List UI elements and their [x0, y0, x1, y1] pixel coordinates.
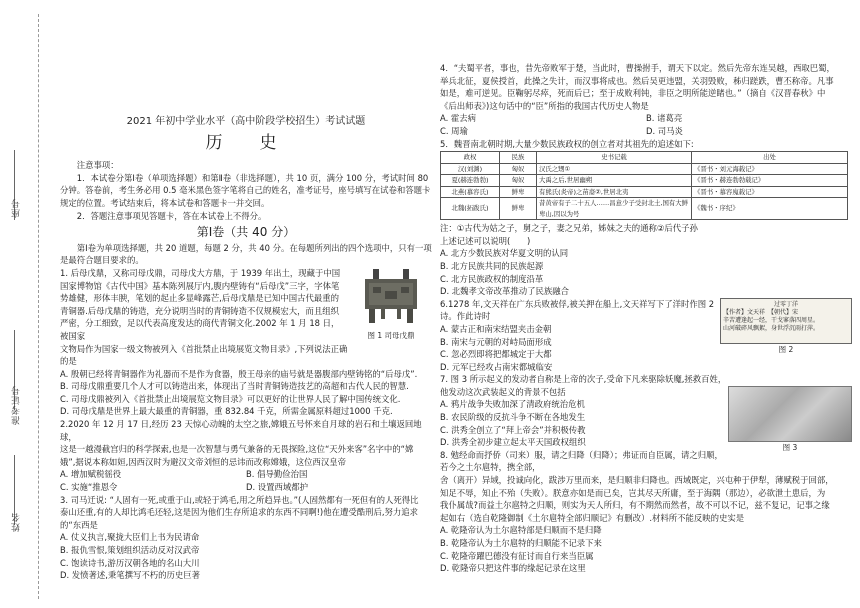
- exam-title: 2021 年初中学业水平（高中阶段学校招生）考试试题: [126, 116, 366, 127]
- q7-line: 7. 图 3 所示起义的发动者自称是上帝的次子,受命下凡来驱除妖魔,拯救百姓，: [440, 374, 727, 385]
- q1-line: 1. 后母戊鼎，又称司母戊鼎，司母戊大方鼎，于 1939 年出土，现藏于中国: [60, 267, 341, 278]
- q2-line: 娥”,据说本称如姮,因西汉时为避汉文帝刘恒的忌讳而改称嫦娥，这位西汉皇帝: [60, 456, 347, 467]
- q2-options-row: [60, 481, 432, 494]
- table-cell: 汉(刘渊): [441, 163, 500, 175]
- q6-option-c: C. 忽必烈即将把都城定于大都: [440, 349, 552, 360]
- q6-option-d: D. 元军已经攻占南宋都城临安: [440, 361, 553, 372]
- q2-line: 2.2020 年 12 月 17 日,经历 23 天惊心动魄的太空之旅,嫦娥五号怀来自月球的岩石和土壤返回地球，: [60, 419, 422, 442]
- q2-line: 这是一越漫截宫归的科学探索,也是一次智慧与勇气兼备的无畏探险,这位“天外来客”名字中的“嫦: [60, 444, 414, 455]
- question-4: [440, 62, 852, 138]
- q4-option-a: A. 霍去病: [440, 113, 477, 124]
- q1-line: 势雄健，形体丰腴，笔划的起止多显峰露芒,后母戊鼎是已知中国古代最重的: [60, 293, 340, 304]
- seat-label: 座号: [12, 198, 22, 218]
- table-cell: 《晋书・刘元海载记》: [692, 163, 848, 175]
- question-5: [440, 138, 852, 298]
- figure-1-caption: 图 1 司母戊鼎: [367, 330, 415, 340]
- q4-option-d: D. 司马炎: [646, 125, 683, 136]
- table-cell: 汉氏之甥①: [537, 163, 692, 175]
- q1-option-d: D. 司母戊鼎是世界上最大最重的青铜器，重 832.84 千克，所需金属原料超过1000 千克.: [60, 406, 393, 417]
- bronze-ding-image: [359, 267, 423, 325]
- q4-options-row: [440, 112, 852, 125]
- q8-option-d: D. 乾隆帝只把这件事的缘起记录在这里: [440, 563, 586, 574]
- q3-option-d: D. 发愤著述,秉笔撰写不朽的历史巨著: [60, 570, 201, 581]
- question-2: [60, 418, 432, 494]
- q3-line: 的“东西是: [60, 519, 98, 530]
- q8-line: 舍（离开）异域，投诚向化，跋涉万里而来，是归顺非归降也。西域既定，兴屯种于伊犁，薄赋税于回部，: [440, 475, 834, 486]
- table-cell: 匈奴: [500, 175, 537, 187]
- section-1-title: 第Ⅰ卷（共 40 分）: [196, 225, 296, 240]
- q5-note: 上述记述可以说明( ): [440, 235, 531, 246]
- table-cell: 《晋书・慕容廆载记》: [692, 186, 848, 198]
- left-column: [60, 0, 432, 582]
- q2-option-b: B. 倡导勤俭治国: [246, 469, 308, 480]
- table-header-cell: 出处: [692, 152, 848, 164]
- q4-line: 《后出师表》)这句话中的“臣”所指的我国古代历史人物是: [440, 100, 649, 111]
- q1-line: 严密，分工细致，足以代表高度发达的商代青铜文化.2002 年 1 月 18 日，被国家: [60, 318, 340, 341]
- q4-line: 4．“夫蜀平者，事也，昔先帝败军于楚，当此时，曹操拊手，谓天下以定。然后先帝东连吴越，西取巴蜀，: [440, 63, 835, 73]
- q1-line: 的是: [60, 356, 77, 367]
- q5-option-c: C. 北方民族政权的制度沿革: [440, 273, 544, 284]
- q5-option-b: B. 北方民族共同的民族起源: [440, 260, 544, 271]
- name-label: 姓名: [12, 512, 22, 532]
- q7-option-d: D. 洪秀全初步建立起太平天国政权组织: [440, 437, 586, 448]
- q6-option-a: A. 蒙古正和南宋结盟夹击金朝: [440, 323, 552, 334]
- seal-line: [38, 14, 39, 599]
- q1-option-a: A. 殷朝已经将青铜器作为礼器而不是作为食器，殷王母亲的庙号就是器腹部内壁铸铭的“后母戊”.: [60, 368, 418, 379]
- q2-option-c: C. 实施“推恩令: [60, 482, 118, 493]
- table-cell: 鲜卑: [500, 198, 537, 220]
- section-1-instructions: 第Ⅰ卷为单项选择题，共 20 道题，每题 2 分，共 40 分。在每题所列出的四个选项中，只有一项是最符合题目要求的。: [60, 242, 432, 266]
- table-cell: 鲜卑: [500, 186, 537, 198]
- q8-line: 我仆属哉?而益土尔扈特之归顺，则实为天人所归，有不期然而然者，故不可以不记，兹不复记，记事之缘: [440, 500, 830, 511]
- exam-subject: 历 史: [205, 132, 287, 153]
- q2-option-a: A. 增加赋税徭役: [60, 469, 122, 480]
- q3-option-a: A. 仗义执言,聚拢大臣们上书为民请命: [60, 532, 200, 543]
- table-header-cell: 史书记载: [537, 152, 692, 164]
- exam-no-label: 准考证号: [12, 385, 22, 425]
- table-cell: 昔黄帝有子二十五人……昌意少子受封北土,国有大鲜卑山,因以为号: [537, 198, 692, 220]
- q2-options-row: [60, 468, 432, 481]
- q8-option-a: A. 乾隆帝认为土尔扈特部是归顺而不是归降: [440, 525, 602, 536]
- poem-scroll-image: [720, 298, 852, 344]
- q4-line: 如是，难可逆见。臣鞠躬尽瘁，死而后已；至于成败利钝，非臣之明所能逆睹也。”（摘自《汉晋春秋》中: [440, 88, 826, 99]
- table-cell: 夏(赫连勃勃): [441, 175, 500, 187]
- poem-line: 【作者】文天祥 【朝代】宋: [723, 308, 799, 316]
- table-row: [441, 186, 848, 198]
- q8-line: 8. 勉经命而抒侨（司来）服，请之归降（归降）；弗证而自臣属，请之归顺，若今之土尔扈特，携全部，: [440, 449, 723, 473]
- q6-option-b: B. 南宋与元朝的对峙局面形成: [440, 336, 552, 347]
- q5-option-a: A. 北方少数民族对华夏文明的认同: [440, 248, 569, 259]
- q3-option-b: B. 报仇雪恨,策划组织活动反对汉武帝: [60, 545, 200, 555]
- table-header-cell: 民族: [500, 152, 537, 164]
- q1-option-c: C. 司母戊鼎被列入《首批禁止出境展览文物目录》可以更好的让世界人民了解中国传统文化.: [60, 393, 401, 404]
- q3-line: 3. 司马迁说: “人固有一死,或重于山,或轻于鸿毛,用之所趋异也。”(人固然都有一死但有的人死得比: [60, 494, 419, 505]
- figure-1: [350, 267, 432, 342]
- q3-line: 泰山还重,有的人却比鸿毛还轻,这是因为他们生存所追求的东西不同啊!)他在遭受酷刑后,努力追求: [60, 507, 418, 518]
- q4-line: 举兵北征，夏侯授首，此操之失计，而汉事将成也。然后吴更违盟，关羽毁败，秭归蹉跌，曹丕称帝。凡事: [440, 75, 834, 86]
- note-item-2: 2．答题注意事项见答题卡，答在本试卷上不得分。: [76, 210, 267, 221]
- q8-line: 知足不辱，知止不殆（失败）。朕意亦如是而已矣，岂其尽天所庸，至于海隅（那边），必欲泄土患后，为: [440, 487, 826, 498]
- right-column: [440, 62, 852, 575]
- note-item-1: 1．本试卷分第Ⅰ卷（单项选择题）和第Ⅱ卷（非选择题），共 10 页，满分 100 分，考试时间 80 分钟。答卷前，考生务必用 0.5 毫米黑色签字笔将自己的姓名，准考证号，座号填写在试卷和答题卡规定的位置。考试结束后，将本试卷和答题卡一并交回。: [60, 172, 431, 208]
- uprising-painting-image: [728, 386, 852, 442]
- table-row: [441, 163, 848, 175]
- q2-option-d: D. 设置西域都护: [246, 482, 309, 493]
- q7-option-c: C. 洪秀全创立了“拜上帝会”并积极传教: [440, 424, 586, 435]
- question-7: [440, 373, 852, 452]
- q1-line: 国家博物馆《古代中国》基本陈列展厅内,腹内壁铸有“后母戊”三字，字体笔: [60, 280, 340, 291]
- q1-option-b: B. 司母戊鼎重要几个人才可以铸造出来，体现出了当时青铜铸造技艺的高超和古代人民的智慧.: [60, 381, 409, 392]
- table-cell: 《魏书・序纪》: [692, 198, 848, 220]
- q6-line: 6.1278 年,文天祥在广东兵败被俘,被关押在船上,文天祥写下了洋时作图 2: [440, 298, 715, 309]
- table-header-cell: 政权: [441, 152, 500, 164]
- q5-table: [440, 151, 848, 220]
- q5-note: 注：①古代为姑之子，舅之子，妻之兄弟，姊妹之夫的通称②后代子孙: [440, 223, 698, 234]
- table-row: [441, 175, 848, 187]
- q8-option-b: B. 乾隆帝认为土尔扈特的归顺能不记录下来: [440, 538, 602, 548]
- figure-2-caption: 图 2: [778, 344, 794, 354]
- question-8: [440, 449, 852, 575]
- figure-2: [720, 298, 852, 357]
- q5-stem: 5．魏晋南北朝时期,大量少数民族政权的创立者对其祖先的追述如下:: [440, 138, 694, 149]
- q6-line: 诗。作此诗时: [440, 311, 491, 322]
- poem-title: 过零丁洋: [773, 300, 798, 308]
- q7-line: 他发动这次武装起义的背景不包括: [440, 386, 566, 397]
- q4-option-b: B. 诸葛亮: [646, 113, 683, 124]
- poem-line: 辛苦遭逢起一经，干戈寥落四周星。: [723, 316, 820, 324]
- notes-heading: 注意事项：: [76, 160, 119, 171]
- table-row: [441, 198, 848, 220]
- q1-line: 文物局作为国家一级文物被列入《首批禁止出境展览文物目录》,下列说法正确: [60, 343, 348, 354]
- table-cell: 大禹之后,世居幽朔: [537, 175, 692, 187]
- figure-3: [728, 386, 852, 455]
- q1-line: 青铜器.后母戊鼎的铸造，充分说明当时的青铜铸造不仅规模宏大，而且组织: [60, 305, 340, 316]
- question-6: [440, 298, 852, 374]
- table-cell: 北燕(慕容氏): [441, 186, 500, 198]
- q7-option-a: A. 鸦片战争失败加深了清政府统治危机: [440, 399, 585, 410]
- question-1: [60, 267, 432, 418]
- q7-option-b: B. 农民阶级的反抗斗争不断在各地发生: [440, 412, 586, 423]
- q8-option-c: C. 乾隆帝躍巴德没有征讨而自行来当臣属: [440, 550, 594, 561]
- q5-option-d: D. 北魏孝文帝改革推动了民族融合: [440, 286, 570, 297]
- table-cell: 北魏(拓跋氏): [441, 198, 500, 220]
- table-header-row: [441, 152, 848, 164]
- table-cell: 《晋书・赫连勃勃载记》: [692, 175, 848, 187]
- poem-line: 山河破碎风飘絮，身世浮沉雨打萍。: [723, 324, 820, 332]
- q8-line: 起如右（选自乾隆御制《土尔扈特全部归顺记》有删改）.材料所不能反映的史实是: [440, 512, 745, 523]
- figure-3-caption: 图 3: [782, 442, 798, 452]
- table-cell: 匈奴: [500, 163, 537, 175]
- question-3: [60, 494, 432, 582]
- q3-option-c: C. 饱读诗书,游历汉朝各地的名山大川: [60, 557, 200, 568]
- q4-option-c: C. 周瑜: [440, 125, 468, 136]
- q4-options-row: [440, 125, 852, 138]
- table-cell: 有熊氏(炎帝)之苗裔②,世居北夷: [537, 186, 692, 198]
